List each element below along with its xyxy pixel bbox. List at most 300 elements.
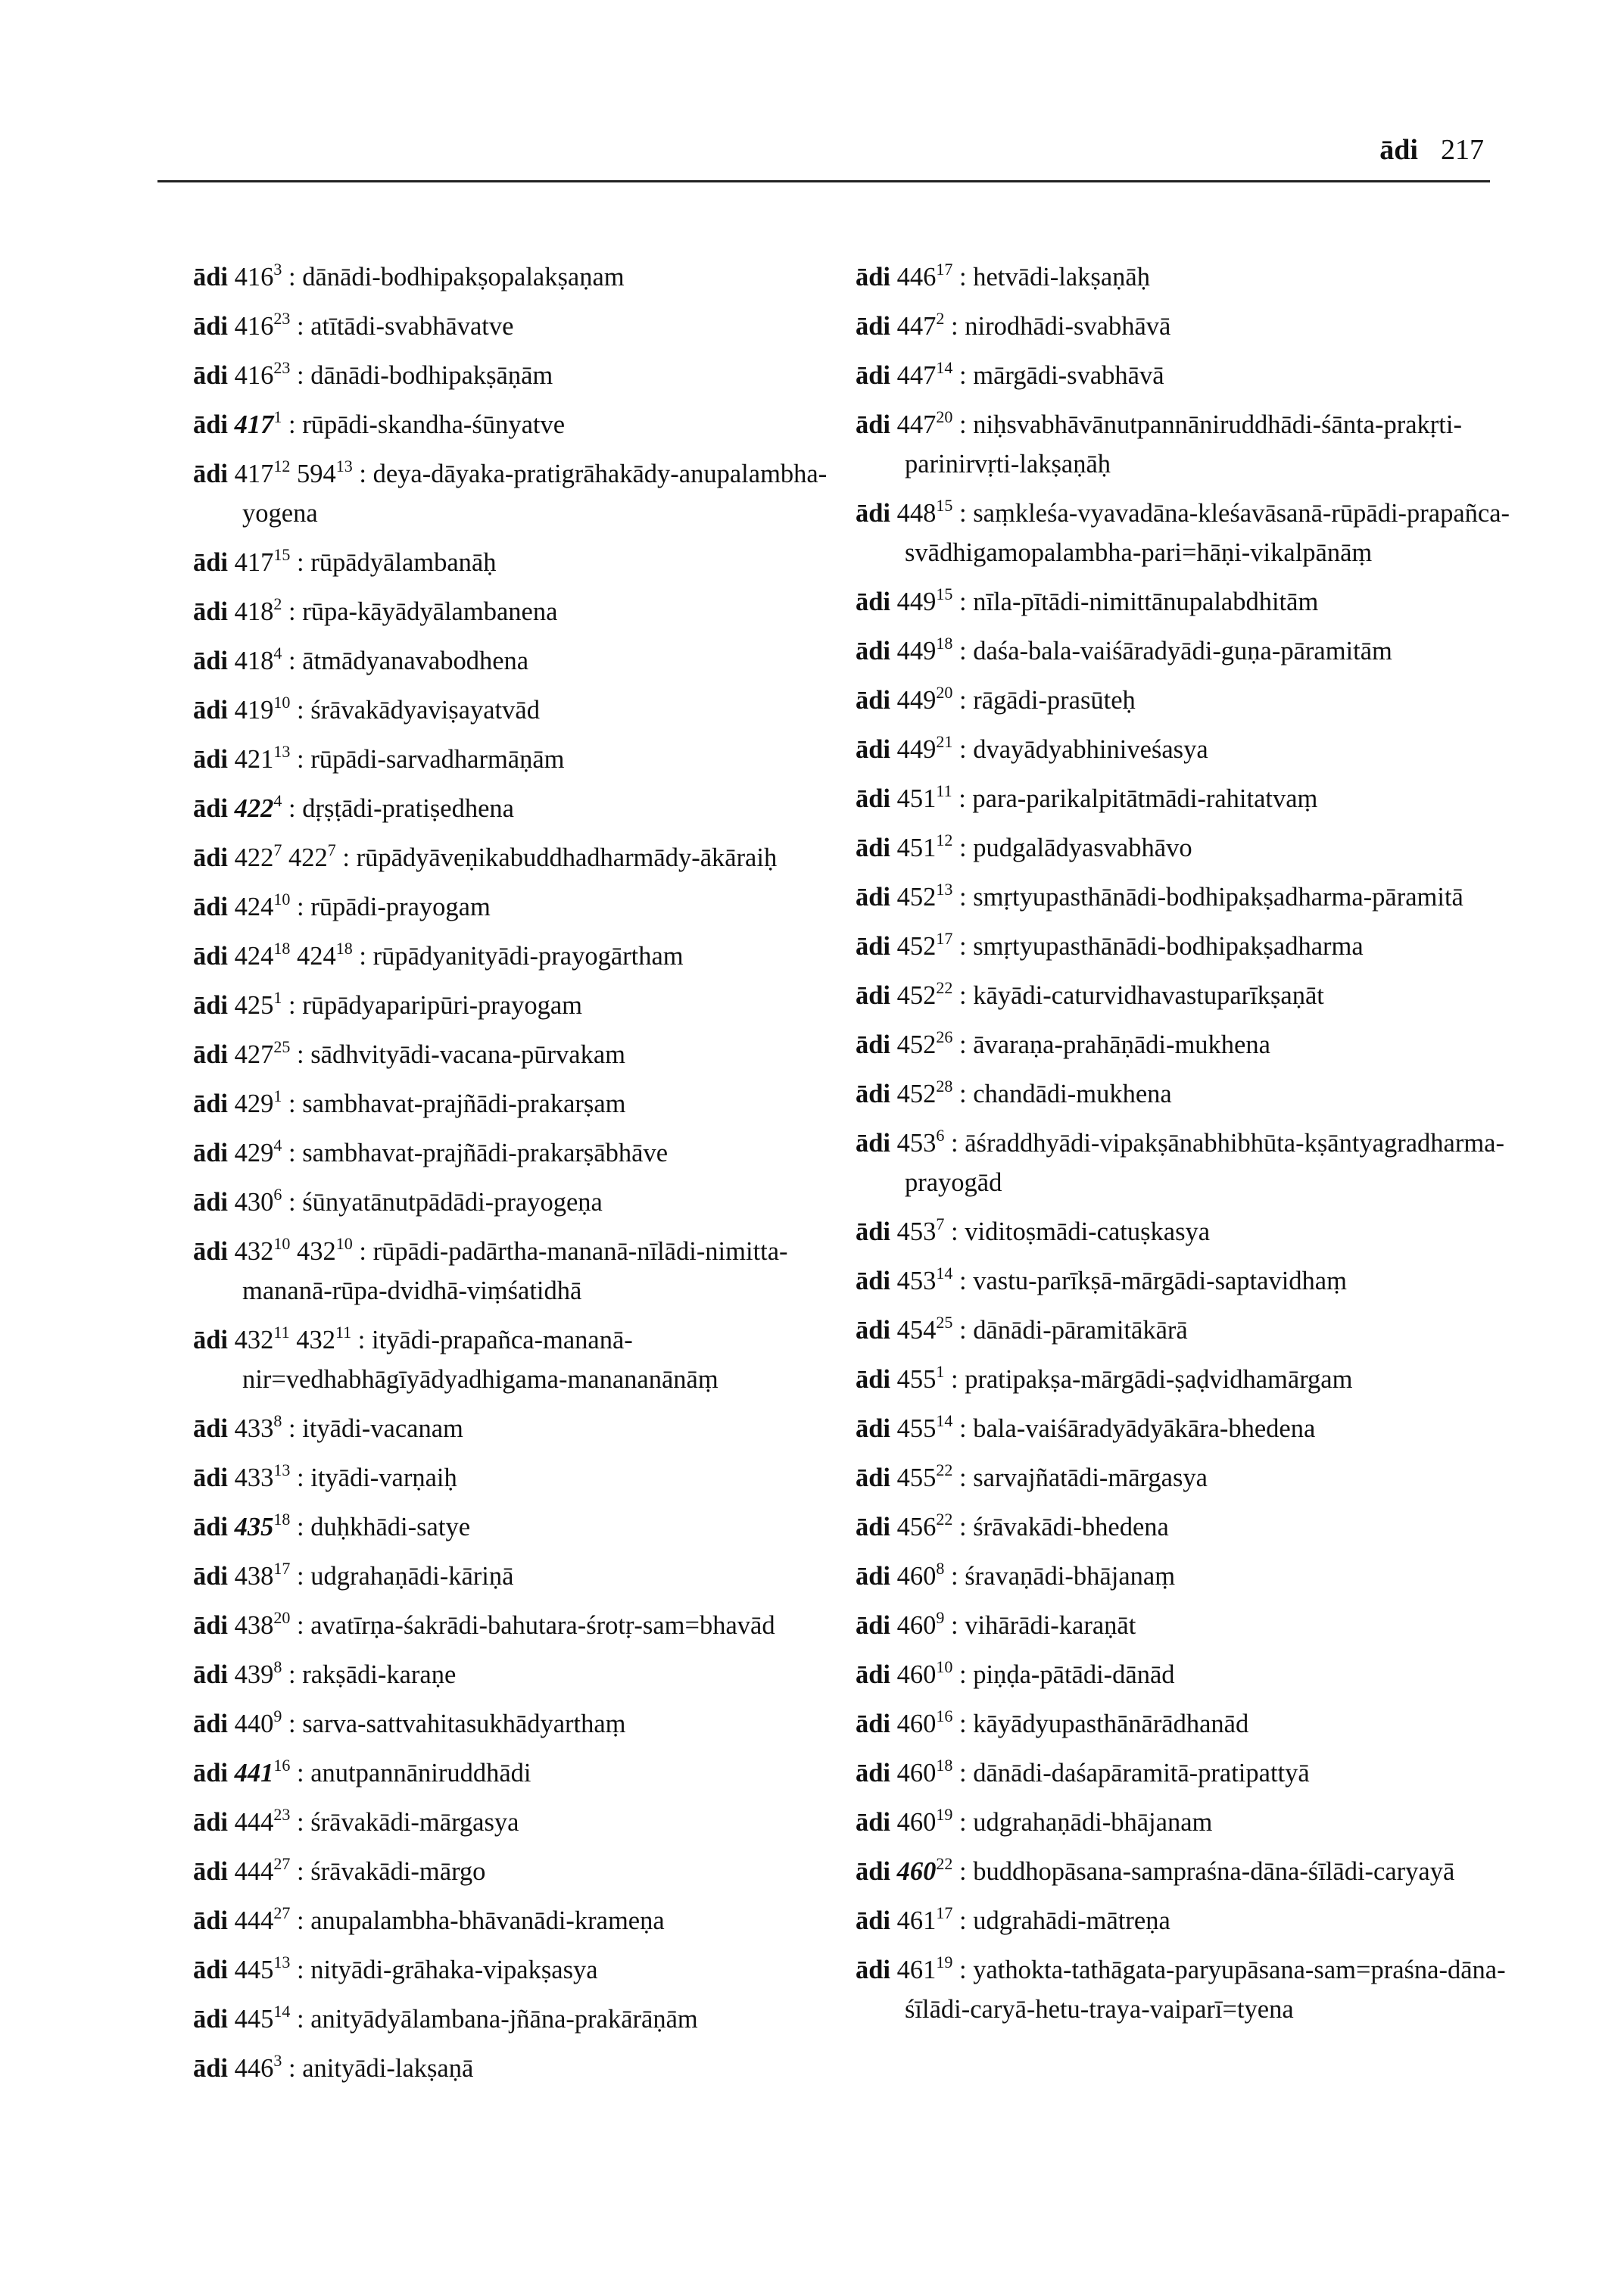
index-entry — [856, 1212, 1522, 1251]
entry-ref-line: 11 — [936, 781, 952, 800]
entry-ref-2-line: 7 — [327, 840, 336, 859]
entry-ref: 447 — [896, 312, 937, 341]
entry-text: : udgrahaṇādi-bhājanam — [959, 1808, 1213, 1837]
entry-keyword: ādi — [856, 1857, 891, 1886]
index-entry — [856, 828, 1522, 868]
index-entry — [193, 1753, 844, 1793]
index-entry — [193, 1507, 844, 1547]
entry-keyword: ādi — [193, 1188, 229, 1217]
entry-text: : anutpannāniruddhādi — [297, 1759, 531, 1788]
entry-text: : anityādi-lakṣaṇā — [288, 2054, 474, 2083]
entry-ref: 425 — [234, 991, 274, 1020]
entry-ref-line: 14 — [936, 1264, 953, 1283]
entry-ref-line: 8 — [273, 1411, 282, 1430]
index-entry — [193, 405, 844, 444]
entry-ref-2-line: 18 — [335, 939, 353, 958]
entry-keyword: ādi — [856, 1316, 891, 1345]
entry-text: : vihārādi-karaṇāt — [951, 1611, 1136, 1640]
entry-ref: 460 — [896, 1808, 937, 1837]
entry-text: : śūnyatānutpādādi-prayogeṇa — [288, 1188, 603, 1217]
entry-keyword: ādi — [856, 1463, 891, 1492]
entry-ref-line: 7 — [273, 840, 282, 859]
entry-text: : buddhopāsana-sampraśna-dāna-śīlādi-caryayā — [959, 1857, 1455, 1886]
entry-ref: 460 — [896, 1611, 937, 1640]
index-entry — [193, 1409, 844, 1448]
entry-text: : rūpādyālambanāḥ — [297, 548, 497, 577]
index-entry — [193, 1183, 844, 1222]
index-entry — [856, 779, 1522, 818]
entry-keyword: ādi — [193, 1660, 229, 1689]
entry-ref: 427 — [234, 1040, 274, 1069]
entry-keyword: ādi — [193, 1139, 229, 1167]
entry-text: : atītādi-svabhāvatve — [297, 312, 514, 341]
entry-ref: 430 — [234, 1188, 274, 1217]
entry-ref-line: 17 — [273, 1559, 291, 1578]
entry-text: : āvaraṇa-prahāṇādi-mukhena — [959, 1030, 1270, 1059]
entry-text: : kāyādi-caturvidhavastuparīkṣaṇāt — [959, 981, 1324, 1010]
entry-ref: 451 — [896, 834, 937, 862]
entry-ref-line: 8 — [273, 1657, 282, 1676]
index-entry — [856, 1360, 1522, 1399]
entry-ref-line: 11 — [273, 1323, 290, 1342]
entry-ref-line: 18 — [936, 634, 953, 653]
entry-text: : deya-dāyaka-pratigrāhakādy-anupalambha-yogena — [242, 460, 828, 528]
entry-ref: 438 — [234, 1611, 274, 1640]
entry-keyword: ādi — [193, 991, 229, 1020]
entry-ref: 421 — [234, 745, 274, 774]
entry-keyword: ādi — [193, 1710, 229, 1738]
entry-ref: 440 — [234, 1710, 274, 1738]
left-column — [193, 257, 844, 2098]
entry-ref-line: 14 — [936, 1411, 953, 1430]
entry-ref-line: 13 — [273, 1953, 291, 1971]
index-entry — [856, 1606, 1522, 1645]
entry-keyword: ādi — [193, 745, 229, 774]
entry-text: : sādhvityādi-vacana-pūrvakam — [297, 1040, 625, 1069]
entry-ref: 424 — [234, 893, 274, 921]
entry-text: : viditoṣmādi-catuṣkasya — [951, 1217, 1211, 1246]
entry-text: : saṃkleśa-vyavadāna-kleśavāsanā-rūpādi-prapañca-svādhigamopalambha-pari=hāṇi-vikalpānāṃ — [905, 499, 1510, 567]
entry-ref-line: 21 — [936, 732, 953, 751]
entry-ref-2-line: 10 — [335, 1234, 353, 1253]
entry-ref: 455 — [896, 1463, 937, 1492]
entry-text: : dṛṣṭādi-pratiṣedhena — [288, 794, 514, 823]
entry-text: : dānādi-bodhipakṣopalakṣaṇam — [288, 263, 625, 291]
entry-keyword: ādi — [193, 696, 229, 725]
entry-text: : ityādi-vacanam — [288, 1414, 463, 1443]
entry-keyword: ādi — [193, 597, 229, 626]
entry-ref-line: 23 — [273, 309, 291, 328]
entry-text: : nityādi-grāhaka-vipakṣasya — [297, 1956, 598, 1984]
entry-ref-line: 8 — [936, 1559, 945, 1578]
entry-ref-line: 19 — [936, 1953, 953, 1971]
index-entry — [193, 1950, 844, 1990]
entry-keyword: ādi — [193, 548, 229, 577]
entry-keyword: ādi — [856, 883, 891, 912]
index-entry — [856, 307, 1522, 346]
entry-ref-line: 13 — [273, 742, 291, 761]
entry-keyword: ādi — [856, 312, 891, 341]
entry-ref: 429 — [234, 1139, 274, 1167]
entry-text: : dvayādyabhiniveśasya — [959, 735, 1208, 764]
entry-text: : rūpādi-skandha-śūnyatve — [288, 410, 566, 439]
index-entry — [856, 1704, 1522, 1744]
index-entry — [856, 1950, 1522, 2029]
entry-text: : ityādi-varṇaiḥ — [297, 1463, 457, 1492]
index-entry — [193, 690, 844, 730]
entry-keyword: ādi — [856, 361, 891, 390]
entry-text: : ityādi-prapañca-mananā-nir=vedhabhāgīyādyadhigama-manananānāṃ — [242, 1326, 718, 1394]
entry-ref-line: 4 — [273, 791, 282, 810]
entry-ref: 456 — [896, 1513, 937, 1541]
entry-ref: 449 — [896, 637, 937, 665]
entry-text: : sarva-sattvahitasukhādyarthaṃ — [288, 1710, 626, 1738]
entry-keyword: ādi — [193, 1562, 229, 1591]
index-entry — [193, 1320, 844, 1399]
entry-ref-line: 7 — [936, 1214, 945, 1233]
entry-ref: 416 — [234, 263, 274, 291]
entry-ref-line: 22 — [936, 978, 953, 997]
entry-text: : dānādi-daśapāramitā-pratipattyā — [959, 1759, 1310, 1788]
index-entry — [193, 937, 844, 976]
index-entry — [856, 1803, 1522, 1842]
entry-keyword: ādi — [856, 263, 891, 291]
entry-ref: 432 — [234, 1326, 274, 1354]
index-entry — [856, 494, 1522, 572]
entry-keyword: ādi — [856, 686, 891, 715]
entry-ref-line: 15 — [936, 496, 953, 515]
entry-ref-line: 12 — [936, 831, 953, 849]
entry-text: : śrāvakādi-mārgasya — [297, 1808, 519, 1837]
entry-keyword: ādi — [193, 1326, 229, 1354]
entry-ref-line: 20 — [936, 407, 953, 426]
entry-ref-line: 1 — [936, 1362, 945, 1381]
entry-ref: 432 — [234, 1237, 274, 1266]
entry-ref-line: 4 — [273, 644, 282, 662]
entry-keyword: ādi — [856, 1710, 891, 1738]
index-entry — [193, 1852, 844, 1891]
entry-ref-line: 16 — [273, 1756, 291, 1775]
entry-ref-line: 2 — [936, 309, 945, 328]
header-rule — [157, 180, 1490, 182]
entry-ref-line: 17 — [936, 929, 953, 948]
entry-ref: 439 — [234, 1660, 274, 1689]
entry-ref-line: 18 — [273, 939, 291, 958]
entry-ref: 449 — [896, 686, 937, 715]
entry-ref-line: 10 — [273, 890, 291, 909]
entry-text: : hetvādi-lakṣaṇāḥ — [959, 263, 1150, 291]
right-column — [856, 257, 1522, 2039]
entry-keyword: ādi — [193, 647, 229, 675]
entry-ref: 433 — [234, 1463, 274, 1492]
entry-ref-line: 1 — [273, 407, 282, 426]
index-entry — [193, 1133, 844, 1173]
entry-text: : udgrahaṇādi-kāriṇā — [297, 1562, 514, 1591]
entry-text: : rūpādi-padārtha-mananā-nīlādi-nimitta-mananā-rūpa-dvidhā-viṃśatidhā — [242, 1237, 788, 1305]
entry-ref-line: 2 — [273, 594, 282, 613]
entry-ref: 419 — [234, 696, 274, 725]
entry-ref-line: 18 — [273, 1510, 291, 1529]
entry-ref-line: 4 — [273, 1136, 282, 1155]
entry-ref-line: 13 — [936, 880, 953, 899]
index-entry — [193, 1999, 844, 2039]
entry-keyword: ādi — [856, 735, 891, 764]
entry-ref: 417 — [234, 410, 274, 439]
entry-ref: 453 — [896, 1217, 937, 1246]
entry-keyword: ādi — [856, 1906, 891, 1935]
entry-text: : pudgalādyasvabhāvo — [959, 834, 1192, 862]
index-entry — [193, 543, 844, 582]
entry-keyword: ādi — [856, 1267, 891, 1295]
entry-ref-line: 25 — [273, 1037, 291, 1056]
entry-keyword: ādi — [193, 1089, 229, 1118]
index-entry — [856, 356, 1522, 395]
index-entry — [193, 2049, 844, 2088]
entry-ref-line: 27 — [273, 1903, 291, 1922]
entry-ref-line: 3 — [273, 260, 282, 279]
entry-ref: 461 — [896, 1906, 937, 1935]
entry-ref-2-line: 13 — [335, 457, 353, 475]
index-entry — [856, 976, 1522, 1015]
entry-text: : sambhavat-prajñādi-prakarṣābhāve — [288, 1139, 669, 1167]
entry-ref-2: 594 — [297, 460, 336, 488]
entry-keyword: ādi — [856, 1217, 891, 1246]
entry-ref-line: 10 — [273, 1234, 291, 1253]
index-entry — [856, 877, 1522, 917]
entry-text: : rakṣādi-karaṇe — [288, 1660, 457, 1689]
entry-text: : dānādi-bodhipakṣāṇām — [297, 361, 553, 390]
entry-keyword: ādi — [193, 1956, 229, 1984]
entry-ref: 444 — [234, 1857, 274, 1886]
index-entry — [856, 257, 1522, 297]
entry-text: : āśraddhyādi-vipakṣānabhibhūta-kṣāntyagradharma-prayogād — [905, 1129, 1504, 1197]
entry-text: : sambhavat-prajñādi-prakarṣam — [288, 1089, 626, 1118]
entry-ref: 460 — [896, 1759, 937, 1788]
entry-text: : duḥkhādi-satye — [297, 1513, 471, 1541]
index-entry — [856, 1507, 1522, 1547]
entry-ref-line: 17 — [936, 1903, 953, 1922]
entry-keyword: ādi — [193, 843, 229, 872]
entry-ref: 455 — [896, 1414, 937, 1443]
entry-text: : rūpādi-prayogam — [297, 893, 491, 921]
entry-keyword: ādi — [856, 1129, 891, 1158]
entry-keyword: ādi — [193, 263, 229, 291]
index-entry — [856, 927, 1522, 966]
entry-keyword: ādi — [193, 1463, 229, 1492]
entry-ref: 424 — [234, 942, 274, 971]
entry-text: : śrāvakādi-bhedena — [959, 1513, 1169, 1541]
index-entry — [193, 986, 844, 1025]
entry-ref: 435 — [234, 1513, 274, 1541]
entry-keyword: ādi — [856, 499, 891, 528]
entry-keyword: ādi — [193, 893, 229, 921]
entry-ref: 460 — [896, 1660, 937, 1689]
entry-ref-line: 15 — [936, 584, 953, 603]
entry-text: : rūpādi-sarvadharmāṇām — [297, 745, 565, 774]
entry-ref-line: 9 — [273, 1706, 282, 1725]
entry-ref: 422 — [234, 794, 274, 823]
index-entry — [856, 1409, 1522, 1448]
entry-ref: 453 — [896, 1129, 937, 1158]
entry-text: : pratipakṣa-mārgādi-ṣaḍvidhamārgam — [951, 1365, 1353, 1394]
entry-keyword: ādi — [856, 981, 891, 1010]
index-entry — [856, 1025, 1522, 1064]
entry-keyword: ādi — [193, 1040, 229, 1069]
index-entry — [193, 1232, 844, 1311]
entry-ref-line: 14 — [273, 2002, 291, 2021]
entry-keyword: ādi — [856, 1080, 891, 1108]
index-entry — [856, 1655, 1522, 1694]
entry-keyword: ādi — [856, 1956, 891, 1984]
entry-ref: 418 — [234, 597, 274, 626]
index-entry — [193, 1901, 844, 1940]
entry-keyword: ādi — [856, 1414, 891, 1443]
entry-text: : rūpādyaparipūri-prayogam — [288, 991, 583, 1020]
entry-keyword: ādi — [193, 794, 229, 823]
index-entry — [193, 740, 844, 779]
entry-ref-line: 17 — [936, 260, 953, 279]
index-entry — [193, 838, 844, 877]
entry-ref-line: 1 — [273, 1086, 282, 1105]
entry-text: : daśa-bala-vaiśāradyādi-guṇa-pāramitām — [959, 637, 1392, 665]
index-entry — [193, 1084, 844, 1124]
entry-text: : niḥsvabhāvānutpannāniruddhādi-śānta-prakṛti-parinirvṛti-lakṣaṇāḥ — [905, 410, 1462, 478]
entry-keyword: ādi — [856, 1611, 891, 1640]
index-entry — [193, 1704, 844, 1744]
entry-text: : śrāvakādyaviṣayatvād — [297, 696, 540, 725]
entry-ref-line: 1 — [273, 988, 282, 1007]
entry-ref: 452 — [896, 981, 937, 1010]
entry-ref-line: 26 — [936, 1027, 953, 1046]
page-header — [0, 127, 1484, 173]
index-entry — [193, 1458, 844, 1498]
index-entry — [856, 1753, 1522, 1793]
index-entry — [856, 405, 1522, 484]
entry-text: : vastu-parīkṣā-mārgādi-saptavidhaṃ — [959, 1267, 1347, 1295]
entry-text: : yathokta-tathāgata-paryupāsana-sam=praśna-dāna-śīlādi-caryā-hetu-traya-vaiparī=tyena — [905, 1956, 1506, 2024]
entry-ref-line: 23 — [273, 1805, 291, 1824]
index-entry — [193, 257, 844, 297]
entry-ref: 416 — [234, 361, 274, 390]
entry-ref: 447 — [896, 410, 937, 439]
index-entry — [193, 1035, 844, 1074]
entry-ref-line: 22 — [936, 1460, 953, 1479]
entry-text: : ātmādyanavabodhena — [288, 647, 529, 675]
entry-ref: 441 — [234, 1759, 274, 1788]
entry-ref: 455 — [896, 1365, 937, 1394]
entry-keyword: ādi — [193, 2054, 229, 2083]
entry-ref: 452 — [896, 883, 937, 912]
entry-text: : nirodhādi-svabhāvā — [951, 312, 1171, 341]
entry-text: : śrāvakādi-mārgo — [297, 1857, 486, 1886]
entry-keyword: ādi — [193, 1513, 229, 1541]
entry-ref-line: 10 — [273, 693, 291, 712]
entry-ref: 449 — [896, 588, 937, 616]
entry-ref-line: 3 — [273, 2051, 282, 2070]
entry-text: : rāgādi-prasūteḥ — [959, 686, 1136, 715]
entry-ref: 452 — [896, 1080, 937, 1108]
entry-ref: 446 — [896, 263, 937, 291]
entry-text: : piṇḍa-pātādi-dānād — [959, 1660, 1175, 1689]
entry-ref: 454 — [896, 1316, 937, 1345]
entry-keyword: ādi — [193, 460, 229, 488]
entry-ref: 453 — [896, 1267, 937, 1295]
entry-ref: 460 — [896, 1562, 937, 1591]
entry-ref: 417 — [234, 548, 274, 577]
entry-keyword: ādi — [193, 1906, 229, 1935]
entry-keyword: ādi — [193, 1759, 229, 1788]
index-entry — [856, 681, 1522, 720]
index-entry — [856, 1311, 1522, 1350]
index-entry — [193, 1557, 844, 1596]
entry-ref-line: 19 — [936, 1805, 953, 1824]
entry-text: : chandādi-mukhena — [959, 1080, 1172, 1108]
entry-ref: 461 — [896, 1956, 937, 1984]
entry-ref: 417 — [234, 460, 274, 488]
entry-ref-2: 422 — [288, 843, 328, 872]
entry-ref-line: 23 — [273, 358, 291, 377]
index-entry — [193, 307, 844, 346]
entry-text: : rūpādyanityādi-prayogārtham — [359, 942, 684, 971]
index-entry — [193, 887, 844, 927]
entry-text: : rūpa-kāyādyālambanena — [288, 597, 558, 626]
index-entry — [856, 1074, 1522, 1114]
entry-keyword: ādi — [193, 1808, 229, 1837]
entry-keyword: ādi — [856, 1759, 891, 1788]
index-entry — [856, 1261, 1522, 1301]
entry-ref: 446 — [234, 2054, 274, 2083]
entry-ref-2: 432 — [297, 1237, 336, 1266]
entry-ref: 452 — [896, 1030, 937, 1059]
entry-ref: 416 — [234, 312, 274, 341]
index-entry — [856, 1124, 1522, 1202]
header-keyword: ādi — [1379, 134, 1418, 166]
entry-ref: 447 — [896, 361, 937, 390]
entry-keyword: ādi — [193, 1857, 229, 1886]
index-entry — [193, 1606, 844, 1645]
entry-ref-line: 12 — [273, 457, 291, 475]
entry-ref-line: 18 — [936, 1756, 953, 1775]
entry-ref-line: 15 — [273, 545, 291, 564]
entry-keyword: ādi — [193, 410, 229, 439]
entry-ref-line: 9 — [936, 1608, 945, 1627]
entry-keyword: ādi — [856, 834, 891, 862]
entry-keyword: ādi — [856, 637, 891, 665]
index-entry — [856, 1901, 1522, 1940]
entry-ref-line: 6 — [273, 1185, 282, 1204]
index-entry — [856, 730, 1522, 769]
entry-keyword: ādi — [856, 410, 891, 439]
entry-keyword: ādi — [193, 2005, 229, 2034]
entry-keyword: ādi — [856, 784, 891, 813]
entry-ref-2: 424 — [297, 942, 336, 971]
entry-ref-line: 13 — [273, 1460, 291, 1479]
entry-text: : avatīrṇa-śakrādi-bahutara-śrotṛ-sam=bhavād — [297, 1611, 775, 1640]
entry-text: : rūpādyāveṇikabuddhadharmādy-ākāraiḥ — [342, 843, 778, 872]
entry-text: : dānādi-pāramitākārā — [959, 1316, 1188, 1345]
entry-ref-line: 10 — [936, 1657, 953, 1676]
entry-text: : śravaṇādi-bhājanaṃ — [951, 1562, 1176, 1591]
index-entry — [193, 789, 844, 828]
entry-text: : smṛtyupasthānādi-bodhipakṣadharma — [959, 932, 1364, 961]
entry-text: : kāyādyupasthānārādhanād — [959, 1710, 1249, 1738]
entry-ref-line: 20 — [273, 1608, 291, 1627]
entry-ref: 429 — [234, 1089, 274, 1118]
entry-text: : para-parikalpitātmādi-rahitatvaṃ — [959, 784, 1318, 813]
entry-ref: 451 — [896, 784, 937, 813]
entry-keyword: ādi — [856, 932, 891, 961]
entry-ref: 452 — [896, 932, 937, 961]
